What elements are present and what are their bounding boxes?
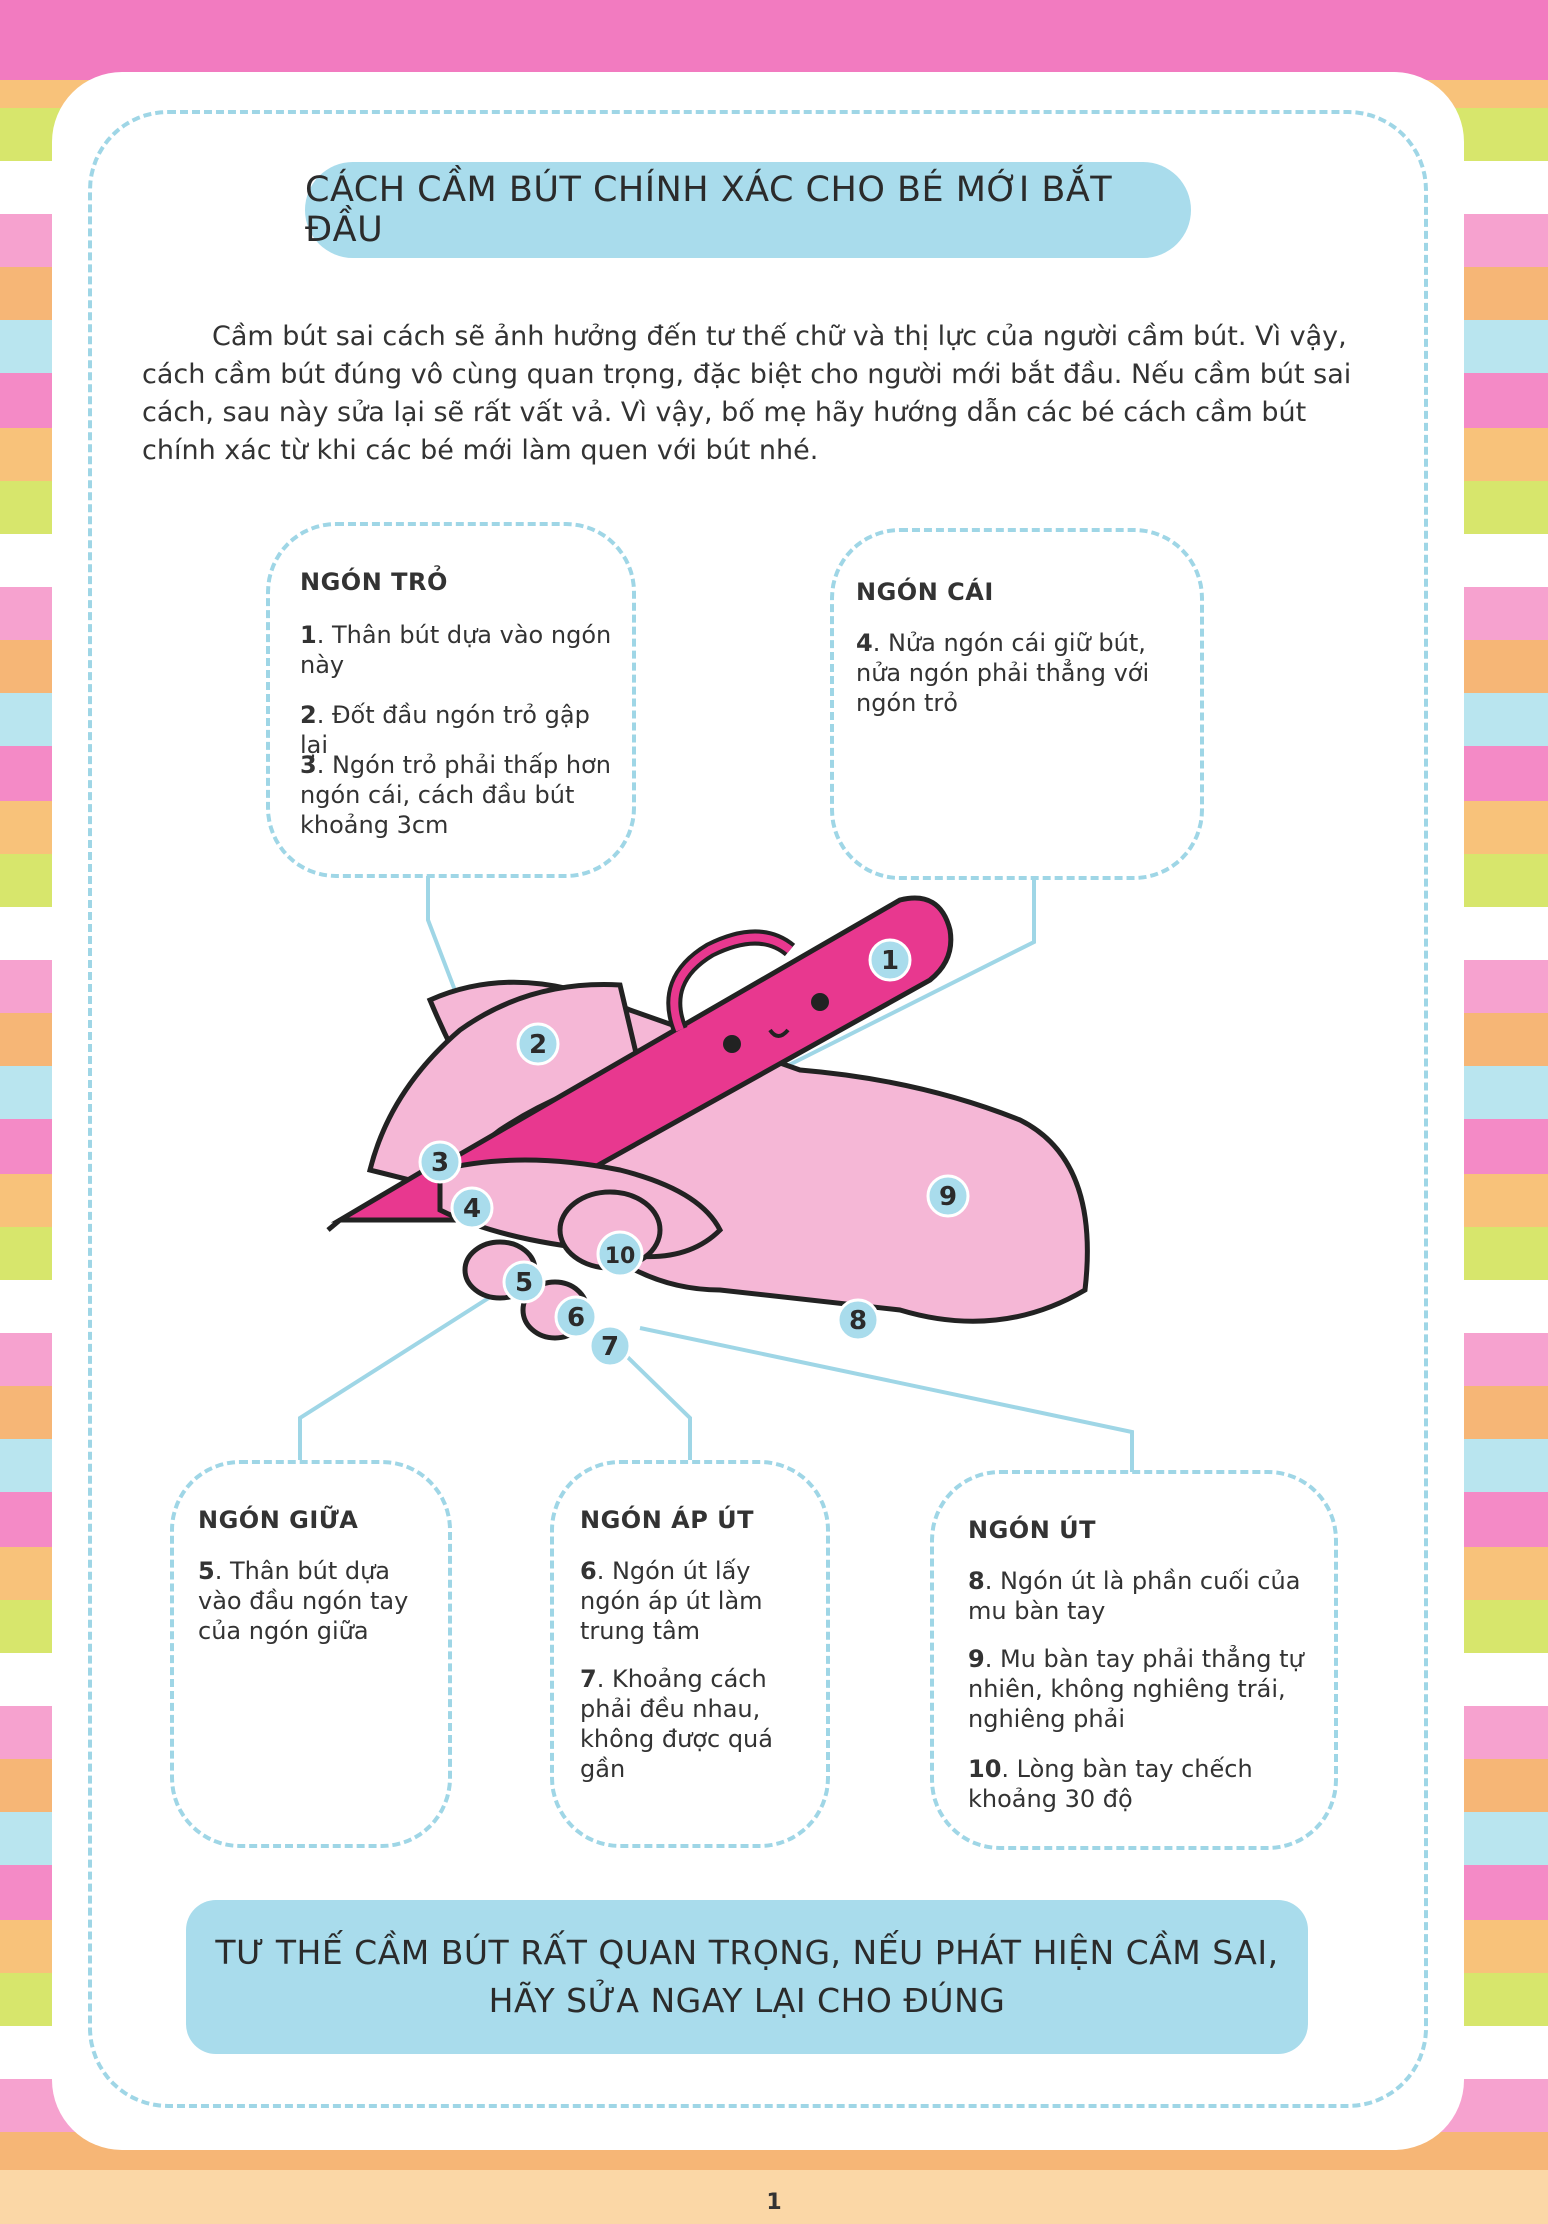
marker-5 [504, 1262, 544, 1302]
little-item-9-number: 9 [968, 1645, 985, 1673]
hand-pen-illustration [300, 870, 1200, 1370]
bubble-ring-title: NGÓN ÁP ÚT [580, 1506, 755, 1534]
marker-4-label: 4 [462, 1194, 482, 1224]
footer-banner [186, 1900, 1308, 2054]
ring-item-7-number: 7 [580, 1665, 597, 1693]
little-item-8-number: 8 [968, 1567, 985, 1595]
marker-2 [518, 1024, 558, 1064]
pen-eye-left [723, 1035, 741, 1053]
index-item-3 [300, 750, 620, 840]
index-item-2-text: . Đốt đầu ngón trỏ gập lại [300, 701, 590, 759]
index-item-3-text: . Ngón trỏ phải thấp hơn ngón cái, cách đầu bút khoảng 3cm [300, 751, 612, 839]
little-item-10 [968, 1754, 1318, 1814]
marker-9 [928, 1176, 968, 1216]
pen-eye-right [811, 993, 829, 1011]
thumb-item-4-number: 4 [856, 629, 873, 657]
page-title: CÁCH CẦM BÚT CHÍNH XÁC CHO BÉ MỚI BẮT ĐẦU [305, 162, 1191, 258]
marker-3-label: 3 [430, 1148, 450, 1178]
middle-item-5-number: 5 [198, 1557, 215, 1585]
marker-1 [870, 940, 910, 980]
little-item-8 [968, 1566, 1318, 1626]
little-item-8-text: . Ngón út là phần cuối của mu bàn tay [968, 1567, 1301, 1625]
middle-item-5 [198, 1556, 434, 1646]
marker-1-label: 1 [880, 946, 900, 976]
ring-item-7 [580, 1664, 800, 1784]
ring-item-6-text: . Ngón út lấy ngón áp út làm trung tâm [580, 1557, 763, 1645]
index-item-1-number: 1 [300, 621, 317, 649]
marker-6-label: 6 [566, 1303, 586, 1333]
index-item-2-number: 2 [300, 701, 317, 729]
top-stripe-band [0, 0, 1548, 80]
footer-line-1: TƯ THẾ CẦM BÚT RẤT QUAN TRỌNG, NẾU PHÁT HIỆN CẦM SAI, [215, 1933, 1279, 1972]
thumb-item-4-text: . Nửa ngón cái giữ bút, nửa ngón phải thẳng với ngón trỏ [856, 629, 1150, 717]
marker-10-label: 10 [604, 1244, 636, 1269]
marker-5-label: 5 [514, 1268, 534, 1298]
marker-7-label: 7 [600, 1332, 620, 1362]
bubble-thumb-title: NGÓN CÁI [856, 578, 994, 606]
intro-paragraph: Cầm bút sai cách sẽ ảnh hưởng đến tư thế chữ và thị lực của người cầm bút. Vì vậy, cách cầm bút đúng vô cùng quan trọng, đặc biệt cho người mới bắt đầu. Nếu cầm bút sai cách, sau này sửa lại sẽ rất vất vả. Vì vậy, bố mẹ hãy hướng dẫn các bé cách cầm bút chính xác từ khi các bé mới làm quen với bút nhé. [142, 321, 1352, 466]
marker-4 [452, 1188, 492, 1228]
marker-7 [590, 1326, 630, 1366]
marker-8 [838, 1300, 878, 1340]
marker-6 [556, 1297, 596, 1337]
ring-item-6-number: 6 [580, 1557, 597, 1585]
ring-item-7-text: . Khoảng cách phải đều nhau, không được quá gần [580, 1665, 773, 1783]
ring-item-6 [580, 1556, 800, 1646]
page-number: 1 [766, 2190, 782, 2215]
little-item-9-text: . Mu bàn tay phải thẳng tự nhiên, không nghiêng trái, nghiêng phải [968, 1645, 1304, 1733]
marker-3 [420, 1142, 460, 1182]
middle-item-5-text: . Thân bút dựa vào đầu ngón tay của ngón giữa [198, 1557, 409, 1645]
index-item-3-number: 3 [300, 751, 317, 779]
marker-2-label: 2 [528, 1030, 548, 1060]
index-item-1-text: . Thân bút dựa vào ngón này [300, 621, 612, 679]
marker-9-label: 9 [938, 1182, 958, 1212]
little-item-10-number: 10 [968, 1755, 1002, 1783]
thumb-item-4 [856, 628, 1176, 718]
marker-8-label: 8 [848, 1306, 868, 1336]
little-item-9 [968, 1644, 1318, 1734]
bubble-middle-title: NGÓN GIỮA [198, 1506, 359, 1534]
footer-line-2: HÃY SỬA NGAY LẠI CHO ĐÚNG [488, 1981, 1006, 2020]
index-item-1 [300, 620, 620, 680]
bubble-little-title: NGÓN ÚT [968, 1516, 1096, 1544]
marker-10 [598, 1232, 642, 1276]
bubble-index-title: NGÓN TRỎ [300, 568, 448, 596]
little-item-10-text: . Lòng bàn tay chếch khoảng 30 độ [968, 1755, 1253, 1813]
